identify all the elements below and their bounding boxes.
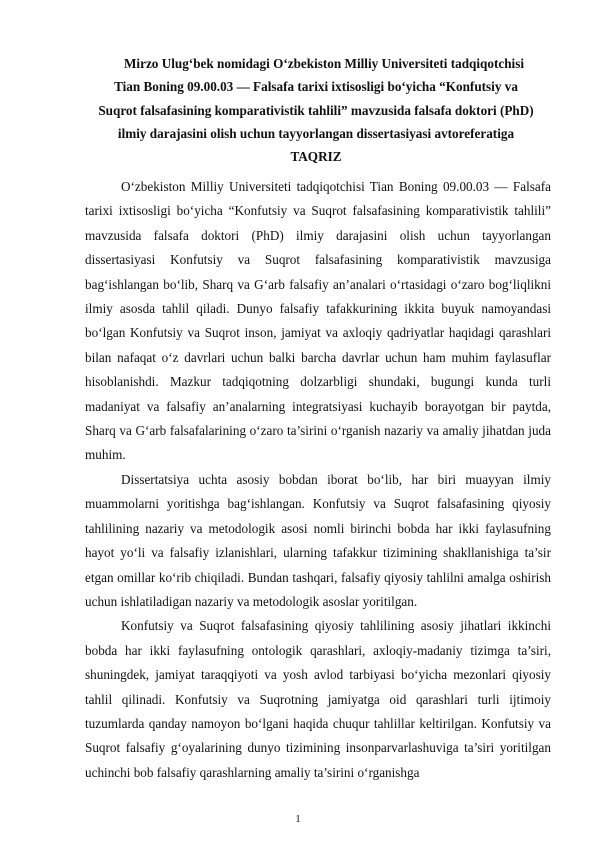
heading-line-3: Suqrot falsafasining komparativistik tahlili” mavzusida falsafa doktori (PhD) <box>98 102 534 118</box>
document-title: TAQRIZ <box>290 149 342 165</box>
paragraph-1: O‘zbekiston Milliy Universiteti tadqiqotchisi Tian Boning 09.00.03 — Falsafa tarixi ixtisosligi bo‘yicha “Konfutsiy va Suqrot falsafasining komparativistik tahlili” mavzusida falsafa doktori (PhD) ilmiy darajasini olish uchun tayyorlangan dissertasiyasi Konfutsiy va Suqrot falsafasining komparativistik mavzusiga bag‘ishlangan bo‘lib, Sharq va G‘arb falsafiy an’analari o‘rtasidagi o‘zaro bog‘liqlikni ilmiy asosda tahlil qiladi. Dunyo falsafiy tafakkurining ikkita buyuk namoyandasi bo‘lgan Konfutsiy va Suqrot inson, jamiyat va axloqiy qadriyatlar haqidagi qarashlari bilan nafaqat o‘z davrlari uchun balki barcha davrlar uchun ham muhim faylasuflar hisoblanishdi. Mazkur tadqiqotning dolzarbligi shundaki, bugungi kunda turli madaniyat va falsafiy an’analarning integratsiyasi kuchayib borayotgan bir paytda, Sharq va G‘arb falsafalarining o‘zaro ta’sirini o‘rganish nazariy va amaliy jihatdan juda muhim. <box>85 179 551 463</box>
document-body <box>85 175 551 785</box>
page-number: 1 <box>295 813 301 825</box>
paragraph-2: Dissertatsiya uchta asosiy bobdan iborat bo‘lib, har biri muayyan ilmiy muammolarni yoritishga bag‘ishlangan. Konfutsiy va Suqrot falsafasining qiyosiy tahlilining nazariy va metodologik asosi nomli birinchi bobda har ikki faylasufning hayot yo‘li va falsafiy izlanishlari, ularning tafakkur tizimining shakllanishiga ta’sir etgan omillar ko‘rib chiqiladi. Bundan tashqari, falsafiy qiyosiy tahlilni amalga oshirish uchun ishlatiladigan nazariy va metodologik asoslar yoritilgan. <box>85 471 551 609</box>
heading-line-4: ilmiy darajasini olish uchun tayyorlangan dissertasiyasi avtoreferatiga <box>117 125 515 141</box>
heading-line-2: Tian Boning 09.00.03 — Falsafa tarixi ixtisosligi bo‘yicha “Konfutsiy va <box>114 79 518 95</box>
document-heading <box>82 52 550 168</box>
paragraph-3: Konfutsiy va Suqrot falsafasining qiyosiy tahlilining asosiy jihatlari ikkinchi bobda har ikki faylasufning ontologik qarashlari, axloqiy-madaniy tizimga ta’siri, shuningdek, jamiyat taraqqiyoti va yosh avlod tarbiyasi bo‘yicha mezonlari qiyosiy tahlil qilinadi. Konfutsiy va Suqrotning jamiyatga oid qarashlari turli ijtimoiy tuzumlarda qanday namoyon bo‘lgani haqida chuqur tahlillar keltirilgan. Konfutsiy va Suqrot falsafiy g‘oyalarining dunyo tizimining insonparvarlashuviga ta’siri yoritilgan uchinchi bob falsafiy qarashlarning amaliy ta’sirini o‘rganishga <box>85 618 551 780</box>
heading-line-1: Mirzo Ulug‘bek nomidagi O‘zbekiston Milliy Universiteti tadqiqotchisi <box>123 56 525 71</box>
